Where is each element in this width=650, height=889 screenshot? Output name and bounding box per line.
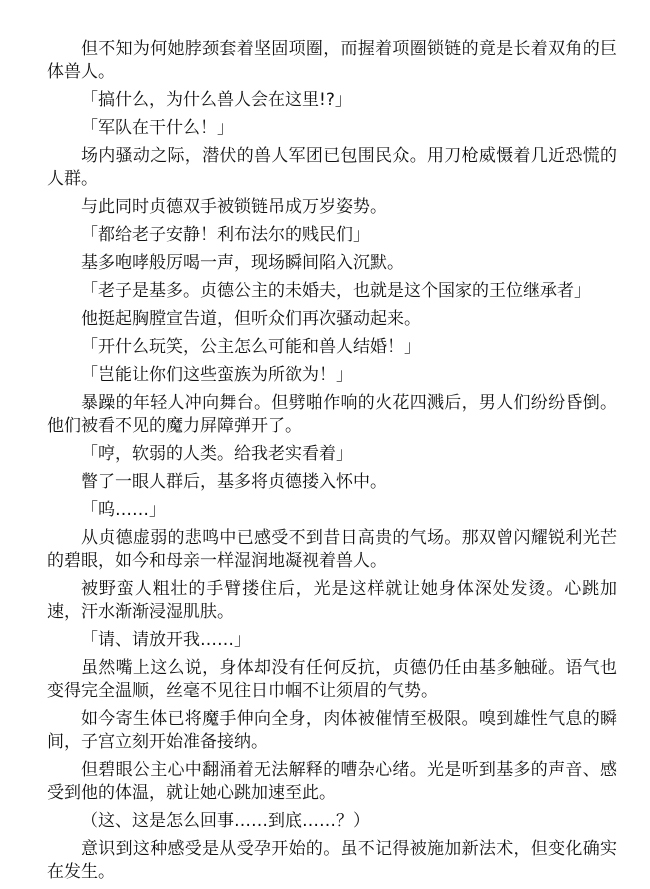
- paragraph: 「都给老子安静！利布法尔的贱民们」: [81, 225, 370, 245]
- paragraph: 被野蛮人粗壮的手臂搂住后，光是这样就让她身体深处发烫。心跳加速，汗水渐渐浸湿肌肤。: [47, 579, 617, 622]
- paragraph: 「军队在干什么！」: [81, 118, 234, 138]
- paragraph: 意识到这种感受是从受孕开始的。虽不记得被施加新法术，但变化确实在发生。: [47, 839, 617, 882]
- paragraph: 基多咆哮般厉喝一声，现场瞬间陷入沉默。: [81, 253, 404, 273]
- text-page: [47, 38, 617, 889]
- paragraph: 但碧眼公主心中翻涌着无法解释的嘈杂心绪。光是听到基多的声音、感受到他的体温，就让她心跳加速至此。: [47, 760, 617, 803]
- paragraph: 「老子是基多。贞德公主的未婚夫，也就是这个国家的王位继承者」: [81, 281, 591, 301]
- paragraph: 场内骚动之际，潜伏的兽人军团已包围民众。用刀枪威慑着几近恐慌的人群。: [47, 146, 617, 189]
- paragraph: 虽然嘴上这么说，身体却没有任何反抗，贞德仍任由基多触碰。语气也变得完全温顺，丝毫不见往日巾帼不让须眉的气势。: [47, 658, 617, 701]
- paragraph: 「呜……」: [81, 500, 166, 520]
- paragraph: 但不知为何她脖颈套着坚固项圈，而握着项圈锁链的竟是长着双角的巨体兽人。: [47, 39, 617, 82]
- paragraph: 「哼，软弱的人类。给我老实看着」: [81, 444, 353, 464]
- paragraph: 从贞德虚弱的悲鸣中已感受不到昔日高贵的气场。那双曾闪耀锐利光芒的碧眼，如今和母亲一样湿润地凝视着兽人。: [47, 528, 617, 571]
- paragraph: 瞥了一眼人群后，基多将贞德搂入怀中。: [81, 472, 387, 492]
- paragraph: 如今寄生体已将魔手伸向全身，肉体被催情至极限。嗅到雄性气息的瞬间，子宫立刻开始准备接纳。: [47, 709, 617, 752]
- paragraph: 「请、请放开我……」: [81, 630, 251, 650]
- paragraph: （这、这是怎么回事……到底……？）: [81, 811, 370, 831]
- paragraph: 「开什么玩笑，公主怎么可能和兽人结婚！」: [81, 337, 421, 357]
- paragraph: 「岂能让你们这些蛮族为所欲为！」: [81, 365, 353, 385]
- paragraph: 暴躁的年轻人冲向舞台。但劈啪作响的火花四溅后，男人们纷纷昏倒。他们被看不见的魔力屏障弹开了。: [47, 393, 617, 436]
- paragraph: 他挺起胸膛宣告道，但听众们再次骚动起来。: [81, 309, 421, 329]
- paragraph: 「搞什么，为什么兽人会在这里!?」: [81, 90, 352, 110]
- paragraph: 与此同时贞德双手被锁链吊成万岁姿势。: [81, 197, 387, 217]
